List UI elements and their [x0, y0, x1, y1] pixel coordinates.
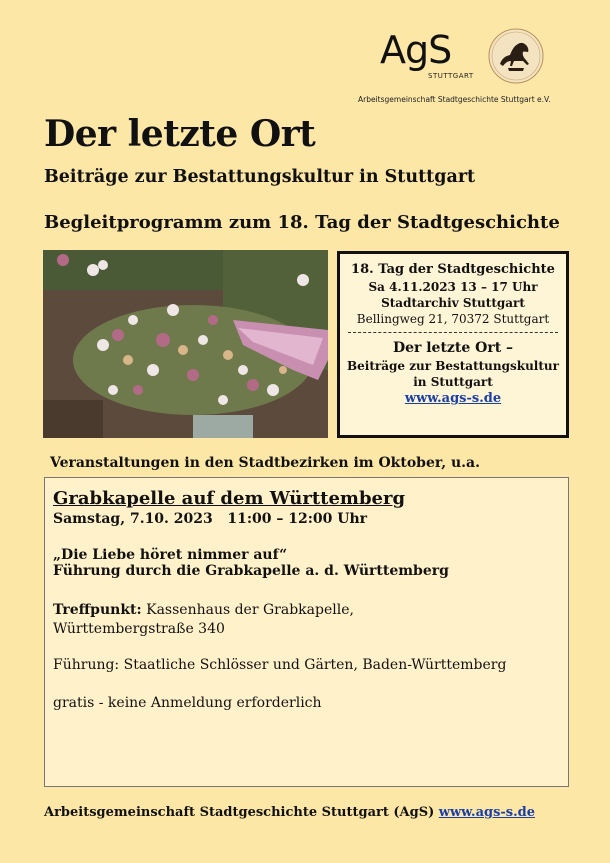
event-date: Samstag, 7.10. 2023 11:00 – 12:00 Uhr	[53, 511, 368, 527]
guide-label: Führung:	[53, 657, 120, 674]
info-event-name: 18. Tag der Stadtgeschichte	[351, 262, 555, 277]
events-heading: Veranstaltungen in den Stadtbezirken im Oktober, u.a.	[50, 455, 480, 471]
ags-logo	[358, 28, 580, 108]
page-title: Der letzte Ort	[44, 113, 316, 155]
info-venue: Stadtarchiv Stuttgart	[381, 295, 525, 310]
info-exhibit-title: Der letzte Ort –	[392, 340, 514, 357]
event-meeting-point	[53, 599, 560, 621]
logo-full-name: Arbeitsgemeinschaft Stadtgeschichte Stuttgart e.V.	[358, 95, 551, 104]
meeting-place: Kassenhaus der Grabkapelle,	[141, 602, 354, 618]
logo-city: STUTTGART	[428, 72, 474, 80]
info-website-link[interactable]: www.ags-s.de	[404, 391, 502, 407]
event-description: Führung durch die Grabkapelle a. d. Württemberg	[53, 563, 449, 579]
logo-wordmark: AgS	[380, 28, 452, 72]
info-exhibit-sub2: in Stuttgart	[413, 375, 493, 390]
grave-flowers-photo	[43, 250, 328, 438]
page-subtitle: Beiträge zur Bestattungskultur in Stuttgart	[44, 167, 476, 187]
event-guide	[53, 657, 560, 673]
program-heading: Begleitprogramm zum 18. Tag der Stadtgeschichte	[44, 212, 560, 233]
event-name: Grabkapelle auf dem Württemberg	[53, 488, 406, 509]
info-datetime: Sa 4.11.2023 13 – 17 Uhr	[368, 279, 538, 294]
event-quote: „Die Liebe höret nimmer auf“	[53, 547, 288, 563]
event-info-box	[337, 251, 569, 438]
info-divider	[348, 332, 558, 333]
info-address: Bellingweg 21, 70372 Stuttgart	[356, 311, 550, 326]
event-note: gratis - keine Anmeldung erforderlich	[53, 695, 322, 712]
horse-seal-icon	[488, 28, 544, 84]
guide-org: Staatliche Schlösser und Gärten, Baden-Württemberg	[119, 657, 507, 674]
footer	[44, 805, 535, 820]
info-exhibit-sub1: Beiträge zur Bestattungskultur	[347, 359, 559, 373]
event-meeting-address: Württembergstraße 340	[53, 621, 225, 638]
event-card	[44, 477, 569, 787]
meeting-label: Treffpunkt:	[53, 602, 142, 618]
footer-website-link[interactable]: www.ags-s.de	[438, 805, 536, 820]
footer-org: Arbeitsgemeinschaft Stadtgeschichte Stuttgart (AgS)	[44, 805, 439, 820]
